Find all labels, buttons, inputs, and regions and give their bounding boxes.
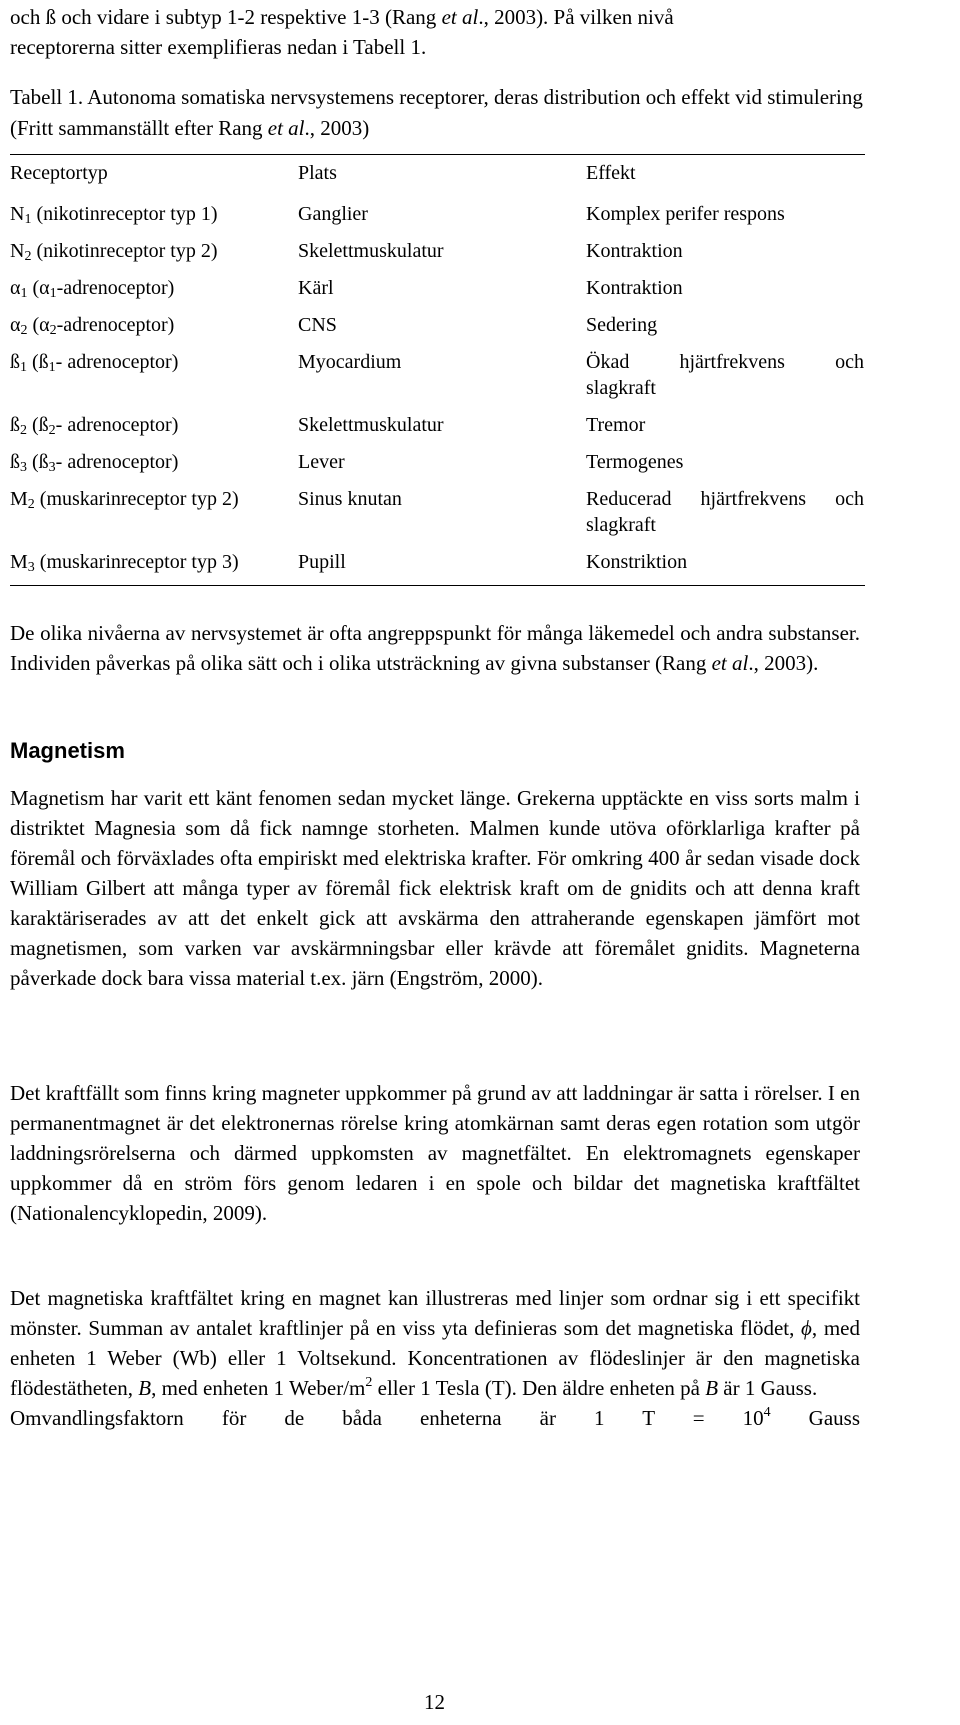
- table-row: [10, 193, 865, 230]
- cell-receptortyp: $ß_3$ ($ß_3-$ adrenoceptor): [10, 451, 179, 475]
- header-receptortyp: Receptortyp: [10, 162, 108, 184]
- cell-receptortyp: $ß_2$ ($ß_2-$ adrenoceptor): [10, 414, 179, 438]
- cell-receptortyp: $M_2$ (muskarinreceptor typ 2): [10, 488, 239, 512]
- header-plats: Plats: [298, 162, 337, 184]
- table-caption: Tabell 1. Autonoma somatiska nervsystemens receptorer, deras distribution och effekt vid stimulering (Fritt sammanställt efter Rang et al., 2003): [10, 85, 863, 140]
- paragraph-magnetism-history: Magnetism har varit ett känt fenomen sedan mycket länge. Grekerna upptäckte en viss sorts malm i distriktet Magnesia som då fick namnge storheten. Malmen kunde utöva oförklarliga krafter på föremål och förväxlades ofta empiriskt med elektriska krafter. För omkring 400 år sedan visade dock William Gilbert att många typer av föremål fick elektrisk kraft om de gnidits och att denna kraft karaktäriserades av att det enkelt gick att avskärma den attraherande egenskapen jämfört mot magnetismen, som varken var avskärmningsbar eller krävde att föremålet gnidits. Magneterna påverkade dock bara vissa material t.ex. järn (Engström, 2000).: [10, 786, 860, 990]
- cell-plats: Lever: [298, 451, 345, 473]
- table-row: [10, 304, 865, 341]
- cell-receptortyp: $N_1$ (nikotinreceptor typ 1): [10, 203, 218, 227]
- cell-plats: Sinus knutan: [298, 488, 402, 510]
- cell-effekt: Sedering: [586, 314, 658, 336]
- table-row: [10, 541, 865, 585]
- cell-effekt: Tremor: [586, 414, 646, 436]
- receptor-table: [10, 154, 865, 586]
- table-body: [10, 193, 865, 585]
- conversion-line: Omvandlingsfaktorn för de båda enheterna är 1 $T = 10^4$ Gauss: [10, 1405, 860, 1430]
- cell-plats: Myocardium: [298, 351, 402, 373]
- cell-effekt: Ökad hjärtfrekvens och slagkraft: [586, 351, 864, 399]
- cell-effekt: Termogenes: [586, 451, 684, 473]
- cell-receptortyp: $ß_1$ ($ß_1-$ adrenoceptor): [10, 351, 179, 375]
- cell-effekt: Kontraktion: [586, 277, 683, 299]
- cell-plats: Skelettmuskulatur: [298, 240, 444, 262]
- table-row: [10, 441, 865, 478]
- cell-receptortyp: $\alpha_2$ $(\alpha_2-adrenoceptor)$: [10, 314, 175, 338]
- table-row: [10, 341, 865, 404]
- cell-effekt: Reducerad hjärtfrekvens och slagkraft: [586, 488, 864, 536]
- cell-plats: Skelettmuskulatur: [298, 414, 444, 436]
- phi-symbol: ϕ: [801, 1316, 812, 1340]
- table-row: [10, 404, 865, 441]
- cell-plats: Pupill: [298, 551, 346, 573]
- header-effekt: Effekt: [586, 162, 636, 184]
- cell-effekt: Kontraktion: [586, 240, 683, 262]
- intro-paragraph: och ß och vidare i subtyp 1-2 respektive 1-3 (Rang et al., 2003). På vilken nivå receptorerna sitter exemplifieras nedan i Tabell 1.: [10, 5, 674, 59]
- cell-receptortyp: $M_3$ (muskarinreceptor typ 3): [10, 551, 239, 575]
- cell-receptortyp: $\alpha_1$ $(\alpha_1-adrenoceptor)$: [10, 277, 175, 301]
- paragraph-magnetic-field: Det kraftfällt som finns kring magneter uppkommer på grund av att laddningar är satta i rörelser. I en permanentmagnet är det elektronernas rörelse kring atomkärnan samt deras egen rotation som utgör laddningsrörelserna och därmed uppkomsten av magnetfältet. En elektromagnets egenskaper uppkommer då en ström förs genom ledaren i en spole och bildar det magnetiska kraftfältet (Nationalencyklopedin, 2009).: [10, 1081, 860, 1225]
- cell-effekt: Konstriktion: [586, 551, 688, 573]
- paragraph-magnetic-flux: Det magnetiska kraftfältet kring en magnet kan illustreras med linjer som ordnar sig i ett specifikt mönster. Summan av antalet kraftlinjer på en viss yta definieras som det magnetiska flödet, ϕ, med enheten 1 Weber (Wb) eller 1 Voltsekund. Koncentrationen av flödeslinjer är den magnetiska flödestätheten, B, med enheten 1 Weber/$m^2$ eller 1 Tesla (T). Den äldre enheten på B är 1 Gauss. Omvandlingsfaktorn för de båda enheterna är 1 $T = 10^4$ Gauss: [10, 1283, 860, 1433]
- cell-plats: CNS: [298, 314, 337, 336]
- table-row: [10, 478, 865, 541]
- cell-effekt: Komplex perifer respons: [586, 203, 785, 225]
- table-row: [10, 267, 865, 304]
- table-row: [10, 230, 865, 267]
- table-header-row: [10, 155, 865, 193]
- cell-plats: Ganglier: [298, 203, 368, 225]
- page-number: 12: [424, 1690, 445, 1714]
- cell-plats: Kärl: [298, 277, 334, 299]
- paragraph-levels: De olika nivåerna av nervsystemet är ofta angreppspunkt för många läkemedel och andra substanser. Individen påverkas på olika sätt och i olika utsträckning av givna substanser (Rang et al., 2003).: [10, 621, 860, 675]
- cell-receptortyp: $N_2$ (nikotinreceptor typ 2): [10, 240, 218, 264]
- section-heading: Magnetism: [10, 738, 125, 763]
